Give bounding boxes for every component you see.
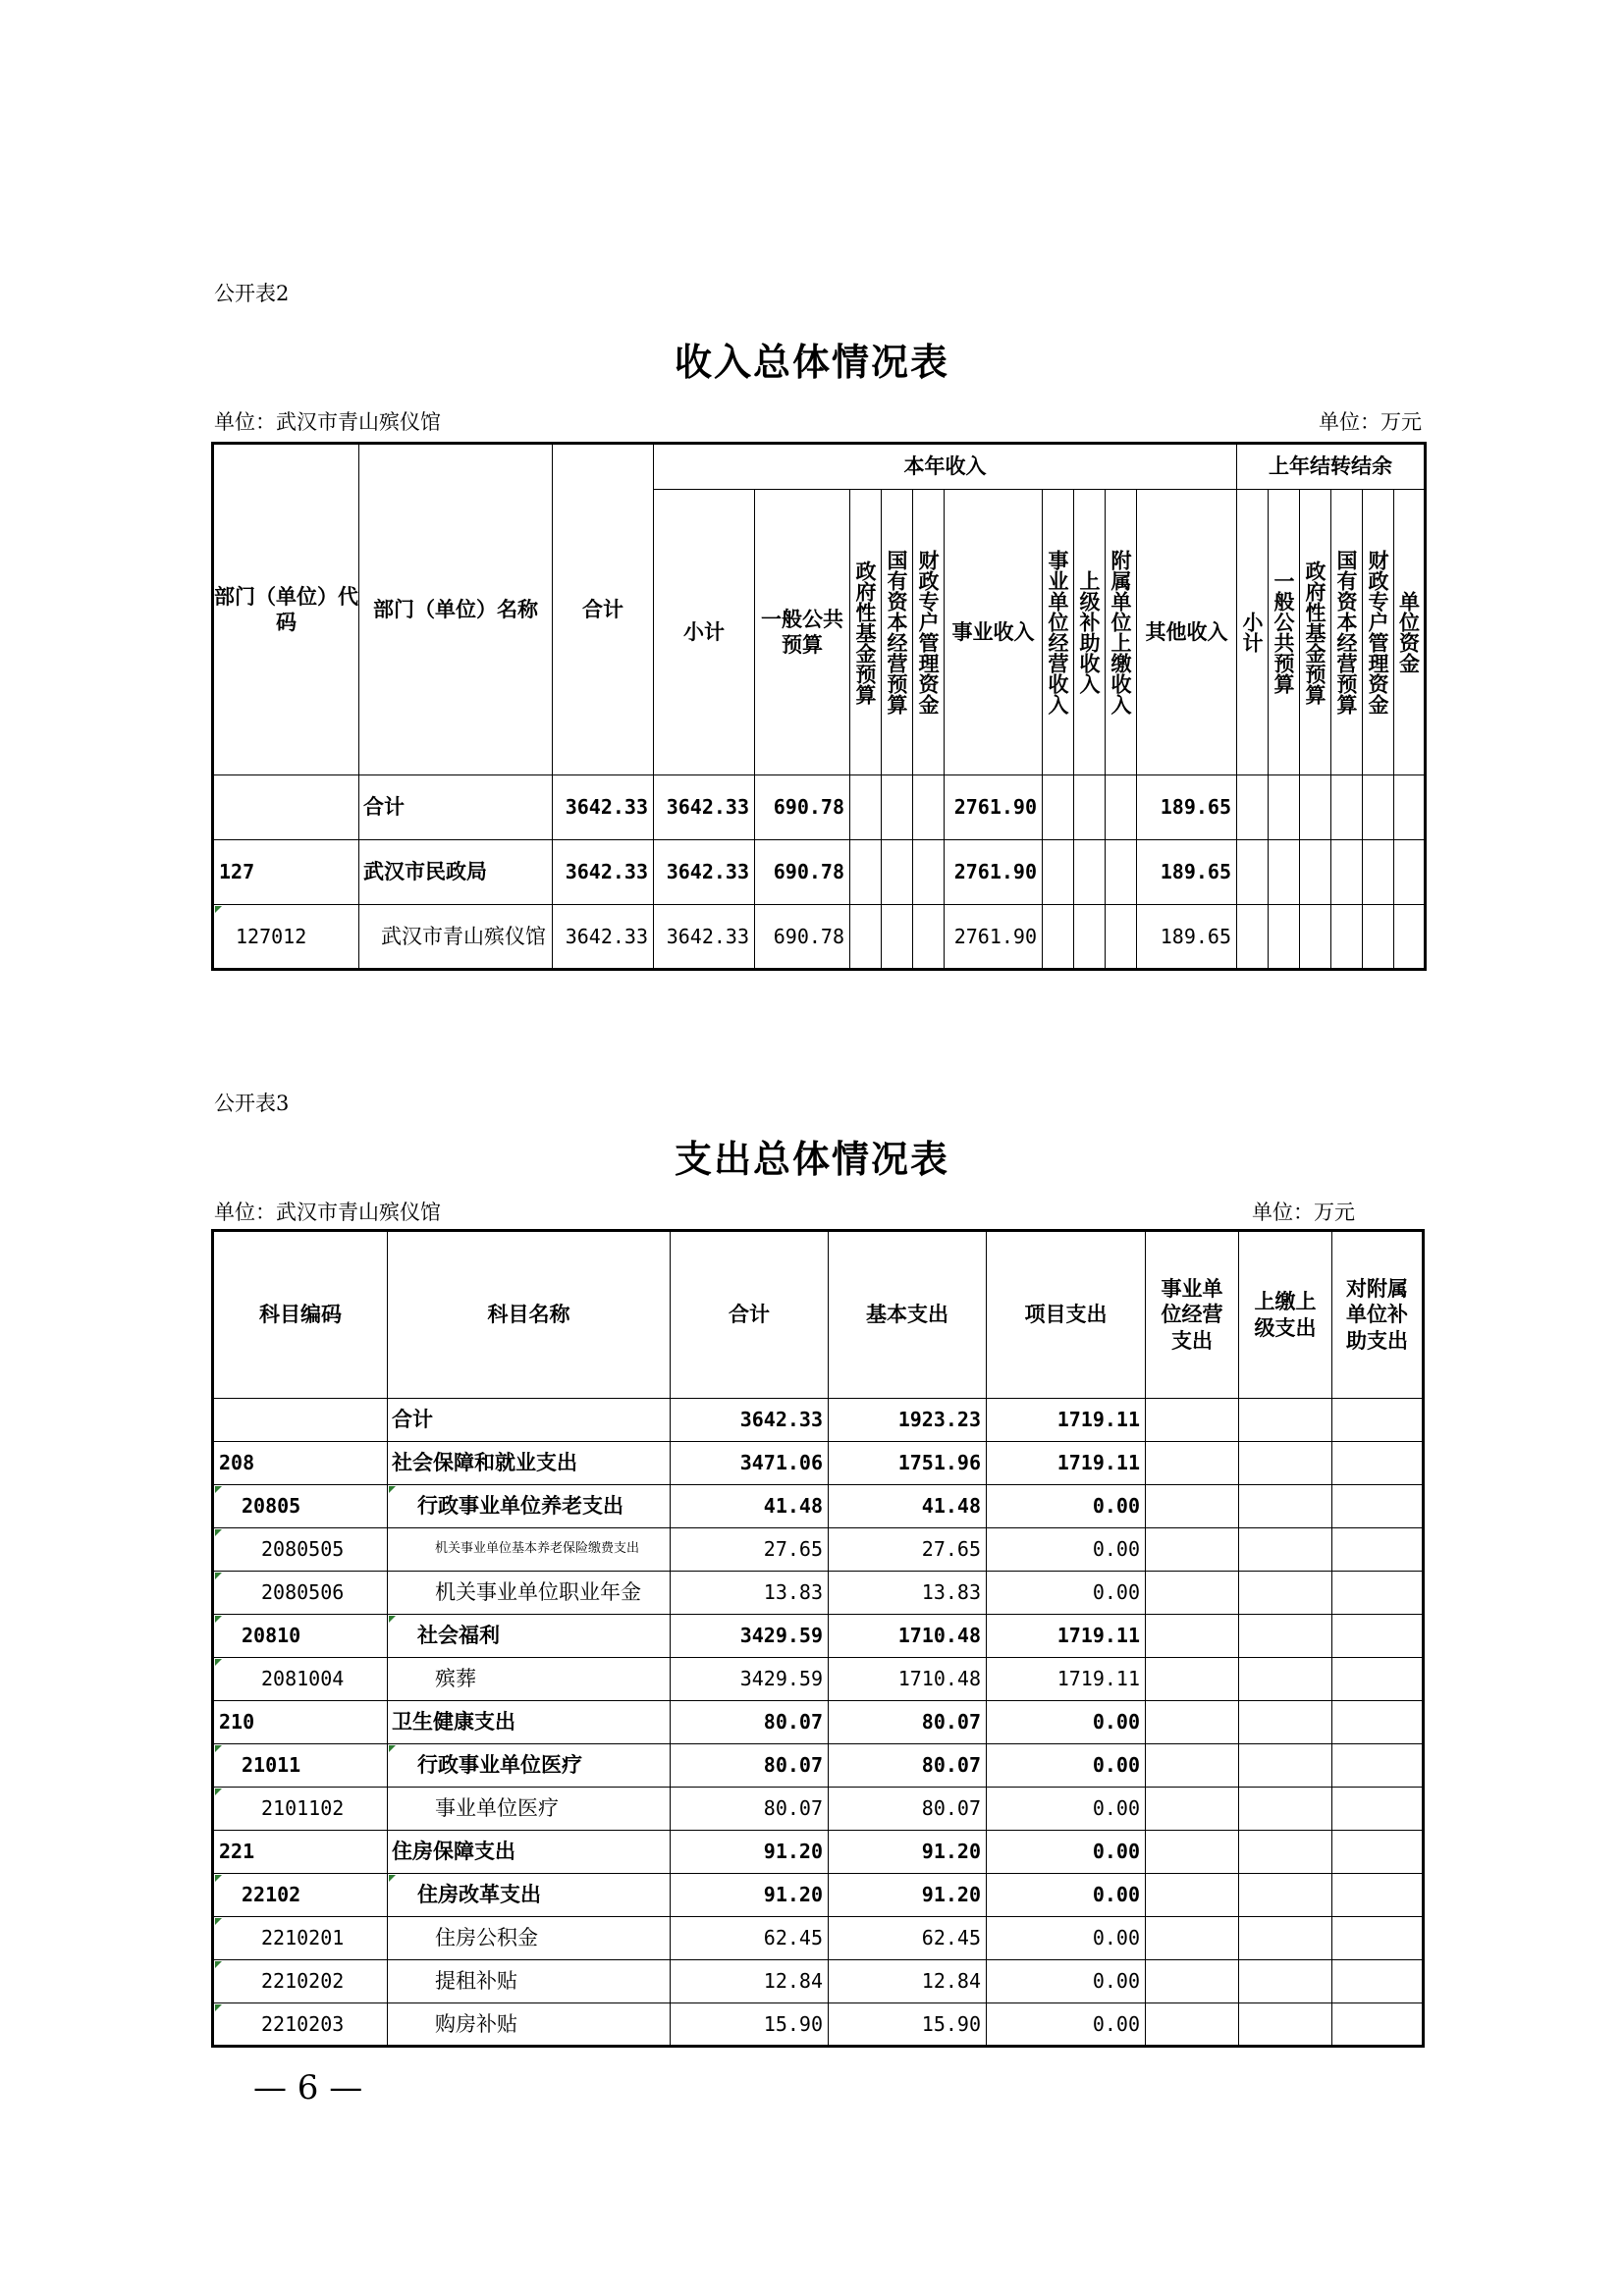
- col-other-income: 其他收入: [1137, 490, 1237, 775]
- table-row: 2210202 提租补贴 12.84 12.84 0.00: [213, 1960, 1424, 2003]
- col-business-operation: 事业单位经营收入: [1043, 490, 1074, 775]
- table-row: 21011 行政事业单位医疗 80.07 80.07 0.00: [213, 1744, 1424, 1788]
- table-row: 20805 行政事业单位养老支出 41.48 41.48 0.00: [213, 1485, 1424, 1528]
- col-gov-fund: 政府性基金预算: [850, 490, 882, 775]
- expense-table-label: 公开表3: [214, 1092, 290, 1115]
- income-unit-left: 单位：武汉市青山殡仪馆: [214, 410, 441, 434]
- table-row: 2080506 机关事业单位职业年金 13.83 13.83 0.00: [213, 1572, 1424, 1615]
- col-subtotal: 小计: [654, 490, 755, 775]
- col-affiliated-subsidy: 对附属单位补助支出: [1332, 1231, 1424, 1399]
- col-business-income: 事业收入: [945, 490, 1043, 775]
- table-row: 2080505 机关事业单位基本养老保险缴费支出 27.65 27.65 0.00: [213, 1528, 1424, 1572]
- col-fiscal-special: 财政专户管理资金: [913, 490, 945, 775]
- table-row: 2101102 事业单位医疗 80.07 80.07 0.00: [213, 1788, 1424, 1831]
- income-unit-right: 单位：万元: [1319, 410, 1422, 434]
- col-general-budget: 一般公共预算: [755, 490, 850, 775]
- col-basic: 基本支出: [829, 1231, 987, 1399]
- col-business-operation: 事业单位经营支出: [1146, 1231, 1239, 1399]
- col-total: 合计: [671, 1231, 829, 1399]
- page-number: — 6 —: [253, 2068, 363, 2108]
- table-row: 210 卫生健康支出 80.07 80.07 0.00: [213, 1701, 1424, 1744]
- group-current-year: 本年收入: [654, 444, 1237, 490]
- col-affiliated-remit: 附属单位上缴收入: [1106, 490, 1137, 775]
- col-co-state-capital: 国有资本经营预算: [1331, 490, 1363, 775]
- table-row: 221 住房保障支出 91.20 91.20 0.00: [213, 1831, 1424, 1874]
- expense-unit-right: 单位：万元: [1252, 1201, 1355, 1224]
- table-row: 22102 住房改革支出 91.20 91.20 0.00: [213, 1874, 1424, 1917]
- col-co-unit-fund: 单位资金: [1394, 490, 1426, 775]
- table-row: 127012 武汉市青山殡仪馆 3642.33 3642.33 690.78 2761.90 189.65: [213, 905, 1426, 970]
- table-row: 2081004 殡葬 3429.59 1710.48 1719.11: [213, 1658, 1424, 1701]
- expense-title: 支出总体情况表: [674, 1137, 949, 1181]
- income-table: [211, 442, 1427, 971]
- col-co-fiscal-special: 财政专户管理资金: [1363, 490, 1394, 775]
- col-state-capital: 国有资本经营预算: [882, 490, 913, 775]
- table-row: 2210201 住房公积金 62.45 62.45 0.00: [213, 1917, 1424, 1960]
- group-carryover: 上年结转结余: [1237, 444, 1426, 490]
- col-total: 合计: [553, 444, 654, 775]
- table-row: 127 武汉市民政局 3642.33 3642.33 690.78 2761.90 189.65: [213, 840, 1426, 905]
- table-row: 208 社会保障和就业支出 3471.06 1751.96 1719.11: [213, 1442, 1424, 1485]
- income-title: 收入总体情况表: [674, 340, 949, 384]
- col-remit-superior: 上缴上级支出: [1239, 1231, 1332, 1399]
- col-dept-name: 部门（单位）名称: [359, 444, 553, 775]
- col-project: 项目支出: [987, 1231, 1146, 1399]
- col-superior-subsidy: 上级补助收入: [1074, 490, 1106, 775]
- table-row: 2210203 购房补贴 15.90 15.90 0.00: [213, 2003, 1424, 2047]
- col-name: 科目名称: [388, 1231, 671, 1399]
- col-dept-code: 部门（单位）代码: [213, 444, 359, 775]
- col-co-subtotal: 小计: [1237, 490, 1269, 775]
- col-co-general: 一般公共预算: [1269, 490, 1300, 775]
- col-co-gov-fund: 政府性基金预算: [1300, 490, 1331, 775]
- table-row: 合计 3642.33 1923.23 1719.11: [213, 1399, 1424, 1442]
- expense-unit-left: 单位：武汉市青山殡仪馆: [214, 1201, 441, 1224]
- col-code: 科目编码: [213, 1231, 388, 1399]
- expense-table: [211, 1229, 1425, 2048]
- table-row: 20810 社会福利 3429.59 1710.48 1719.11: [213, 1615, 1424, 1658]
- income-table-label: 公开表2: [214, 282, 290, 305]
- table-row: 合计 3642.33 3642.33 690.78 2761.90 189.65: [213, 775, 1426, 840]
